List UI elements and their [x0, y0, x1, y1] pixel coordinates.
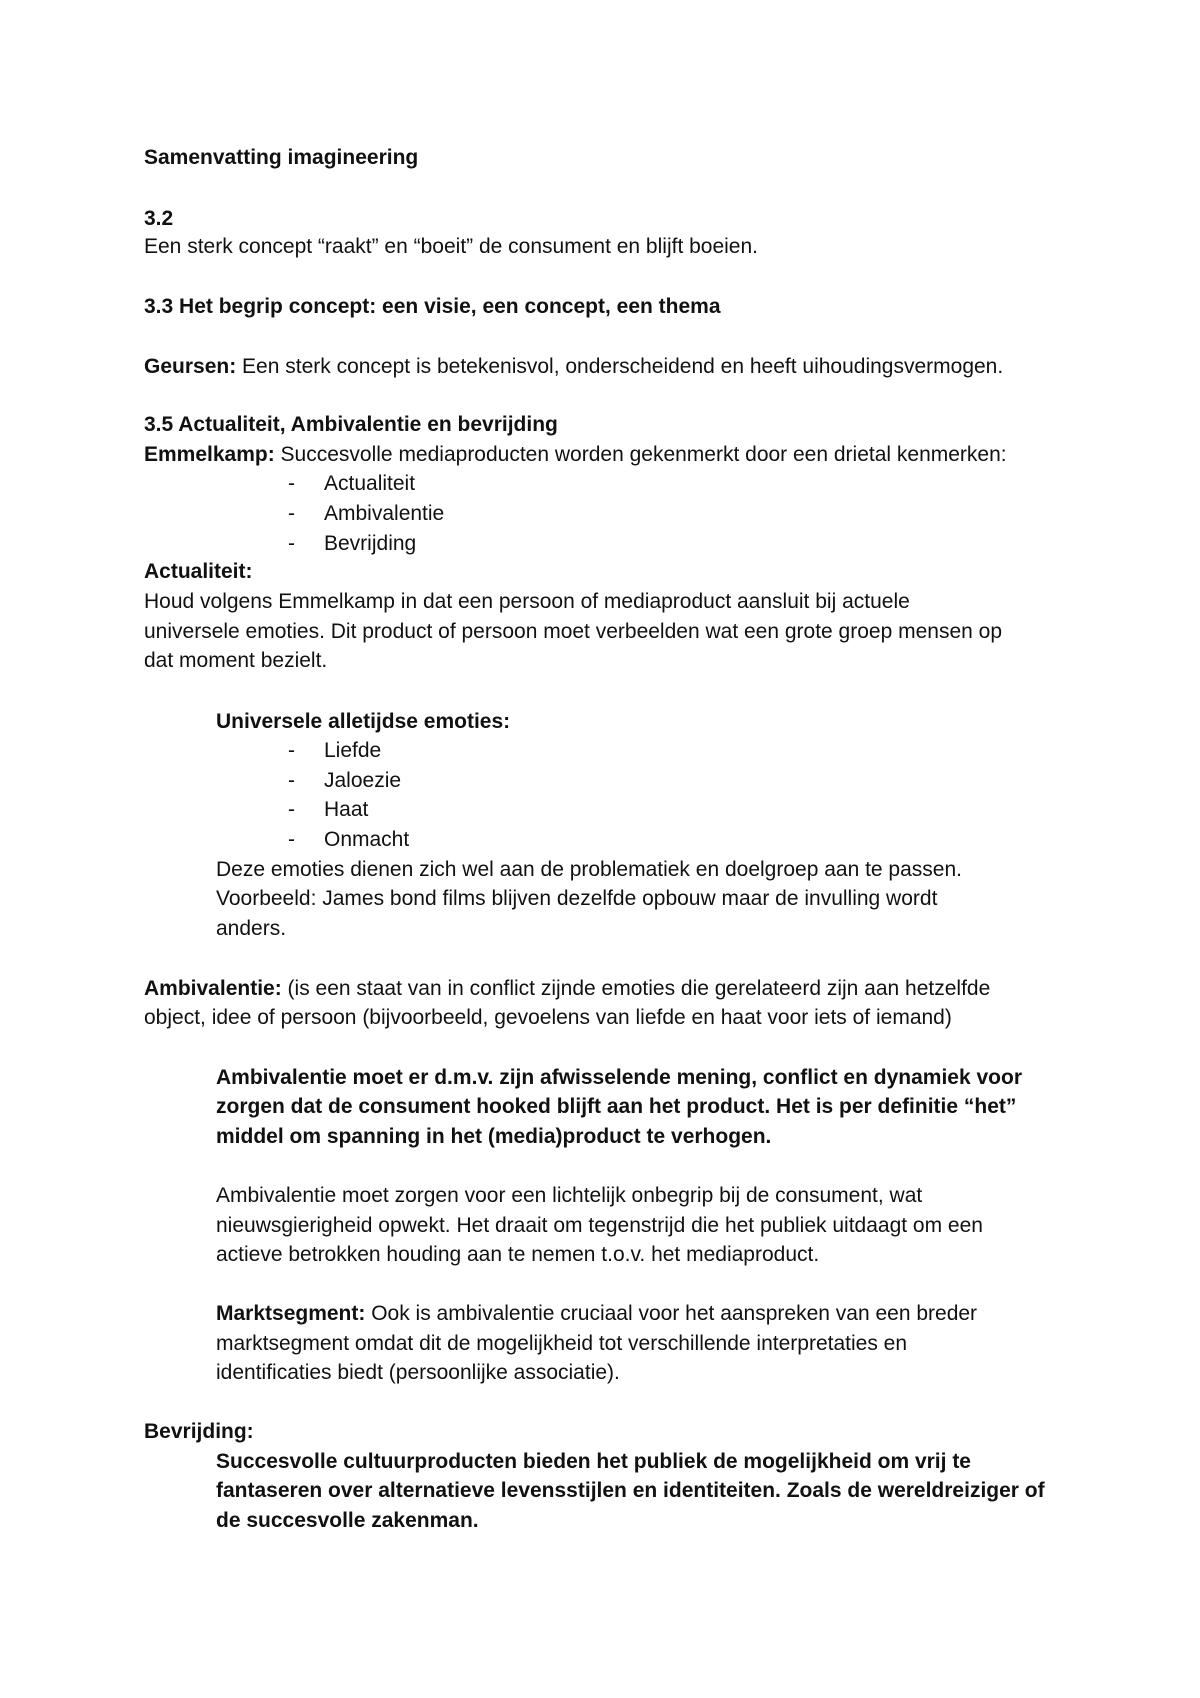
- geursen-label: Geursen:: [144, 355, 237, 378]
- bullet-dash: -: [288, 502, 295, 525]
- geursen-text: Een sterk concept is betekenisvol, onderscheidend en heeft uihoudingsvermogen.: [236, 355, 1004, 378]
- emotions-note-line: Deze emoties dienen zich wel aan de problematiek en doelgroep aan te passen.: [216, 858, 962, 881]
- section-heading-3-3: 3.3 Het begrip concept: een visie, een concept, een thema: [144, 295, 721, 318]
- bevrijding-line: de succesvolle zakenman.: [216, 1509, 479, 1532]
- bullet-dash: -: [288, 532, 295, 555]
- section-3-2-text: Een sterk concept “raakt” en “boeit” de consument en blijft boeien.: [144, 235, 759, 258]
- actualiteit-line: universele emoties. Dit product of persoon moet verbeelden wat een grote groep mensen op: [144, 620, 1003, 643]
- ambivalentie-bold-line: Ambivalentie moet er d.m.v. zijn afwisselende mening, conflict en dynamiek voor: [216, 1066, 1022, 1089]
- emotions-note-line: Voorbeeld: James bond films blijven dezelfde opbouw maar de invulling wordt: [216, 887, 938, 910]
- bevrijding-line: Succesvolle cultuurproducten bieden het publiek de mogelijkheid om vrij te: [216, 1450, 971, 1473]
- actualiteit-heading: Actualiteit:: [144, 560, 253, 583]
- marktsegment-line: identificaties biedt (persoonlijke associatie).: [216, 1361, 620, 1384]
- marktsegment-line: Marktsegment: Ook is ambivalentie cruciaal voor het aanspreken van een breder: [216, 1302, 978, 1325]
- geursen-paragraph: [144, 353, 1003, 381]
- ambivalentie-line: nieuwsgierigheid opwekt. Het draait om tegenstrijd die het publiek uitdaagt om een: [216, 1214, 983, 1237]
- ambivalentie-line: Ambivalentie moet zorgen voor een lichtelijk onbegrip bij de consument, wat: [216, 1184, 923, 1207]
- ambivalentie-line: actieve betrokken houding aan te nemen t.o.v. het mediaproduct.: [216, 1243, 820, 1266]
- bullet-dash: -: [288, 769, 295, 792]
- bevrijding-heading: Bevrijding:: [144, 1420, 254, 1443]
- emotions-heading: Universele alletijdse emoties:: [216, 710, 511, 733]
- actualiteit-line: Houd volgens Emmelkamp in dat een persoon of mediaproduct aansluit bij actuele: [144, 590, 910, 613]
- bullet-dash: -: [288, 828, 295, 851]
- emotions-note-line: anders.: [216, 917, 287, 940]
- bullet-dash: -: [288, 798, 295, 821]
- document-page: Samenvatting imagineering 3.2 Een sterk concept “raakt” en “boeit” de consument en blijft boeien. 3.3 Het begrip concept: een visie, een concept, een thema Geursen: Een sterk concept is betekenisvol, onderscheidend en heeft uihoudingsvermogen. 3.5 Actualiteit, Ambivalentie en bevrijding Emmelkamp: Succesvolle mediaproducten worden gekenmerkt door een drietal kenmerken: - Actualiteit - Ambivalentie - Bevrijding Actualiteit: Houd volgens Emmelkamp in dat een persoon of mediaproduct aansluit bij actuele universele emoties. Dit product of persoon moet verbeelden wat een grote groep mensen op dat moment bezielt. Universele alletijdse emoties: - Liefde - Jaloezie - Haat - Onmacht Deze emoties dienen zich wel aan de problematiek en doelgroep aan te passen. Voorbeeld: James bond films blijven dezelfde opbouw maar de invulling wordt anders. Ambivalentie: (is een staat van in conflict zijnde emoties die gerelateerd zijn aan hetzelfde object, idee of persoon (bijvoorbeeld, gevoelens van liefde en haat voor iets of iemand) Ambivalentie moet er d.m.v. zijn afwisselende mening, conflict en dynamiek voor zorgen dat de consument hooked blijft aan het product. Het is per definitie “het” middel om spanning in het (media)product te verhogen. Ambivalentie moet zorgen voor een lichtelijk onbegrip bij de consument, wat nieuwsgierigheid opwekt. Het draait om tegenstrijd die het publiek uitdaagt om een actieve betrokken houding aan te nemen t.o.v. het mediaproduct. Marktsegment: Ook is ambivalentie cruciaal voor het aanspreken van een breder marktsegment omdat dit de mogelijkheid tot verschillende interpretaties en identificaties biedt (persoonlijke associatie). Bevrijding: Succesvolle cultuurproducten bieden het publiek de mogelijkheid om vrij te fantaseren over alternatieve levensstijlen en identiteiten. Zoals de wereldreiziger of de succesvolle zakenman.: [0, 0, 1200, 1698]
- marktsegment-line: marktsegment omdat dit de mogelijkheid tot verschillende interpretaties en: [216, 1332, 908, 1355]
- emmelkamp-label: Emmelkamp:: [144, 443, 275, 466]
- ambivalentie-intro-line: Ambivalentie: (is een staat van in conflict zijnde emoties die gerelateerd zijn aan hetzelfde: [144, 977, 991, 1000]
- marktsegment-label: Marktsegment:: [216, 1302, 366, 1325]
- document-title: Samenvatting imagineering: [144, 146, 419, 169]
- bullet-dash: -: [288, 472, 295, 495]
- bullet-dash: -: [288, 739, 295, 762]
- bevrijding-line: fantaseren over alternatieve levensstijlen en identiteiten. Zoals de wereldreiziger of: [216, 1479, 1045, 1502]
- section-heading-3-2: 3.2: [144, 207, 174, 230]
- ambivalentie-bold-line: zorgen dat de consument hooked blijft aan het product. Het is per definitie “het”: [216, 1095, 1017, 1118]
- emmelkamp-paragraph: [144, 441, 1007, 469]
- ambivalentie-label: Ambivalentie:: [144, 977, 282, 1000]
- ambivalentie-intro-line: object, idee of persoon (bijvoorbeeld, gevoelens van liefde en haat voor iets of iemand): [144, 1006, 952, 1029]
- actualiteit-line: dat moment bezielt.: [144, 649, 328, 672]
- ambivalentie-bold-line: middel om spanning in het (media)product te verhogen.: [216, 1125, 772, 1148]
- section-heading-3-5: 3.5 Actualiteit, Ambivalentie en bevrijding: [144, 413, 558, 436]
- emmelkamp-text: Succesvolle mediaproducten worden gekenmerkt door een drietal kenmerken:: [274, 443, 1007, 466]
